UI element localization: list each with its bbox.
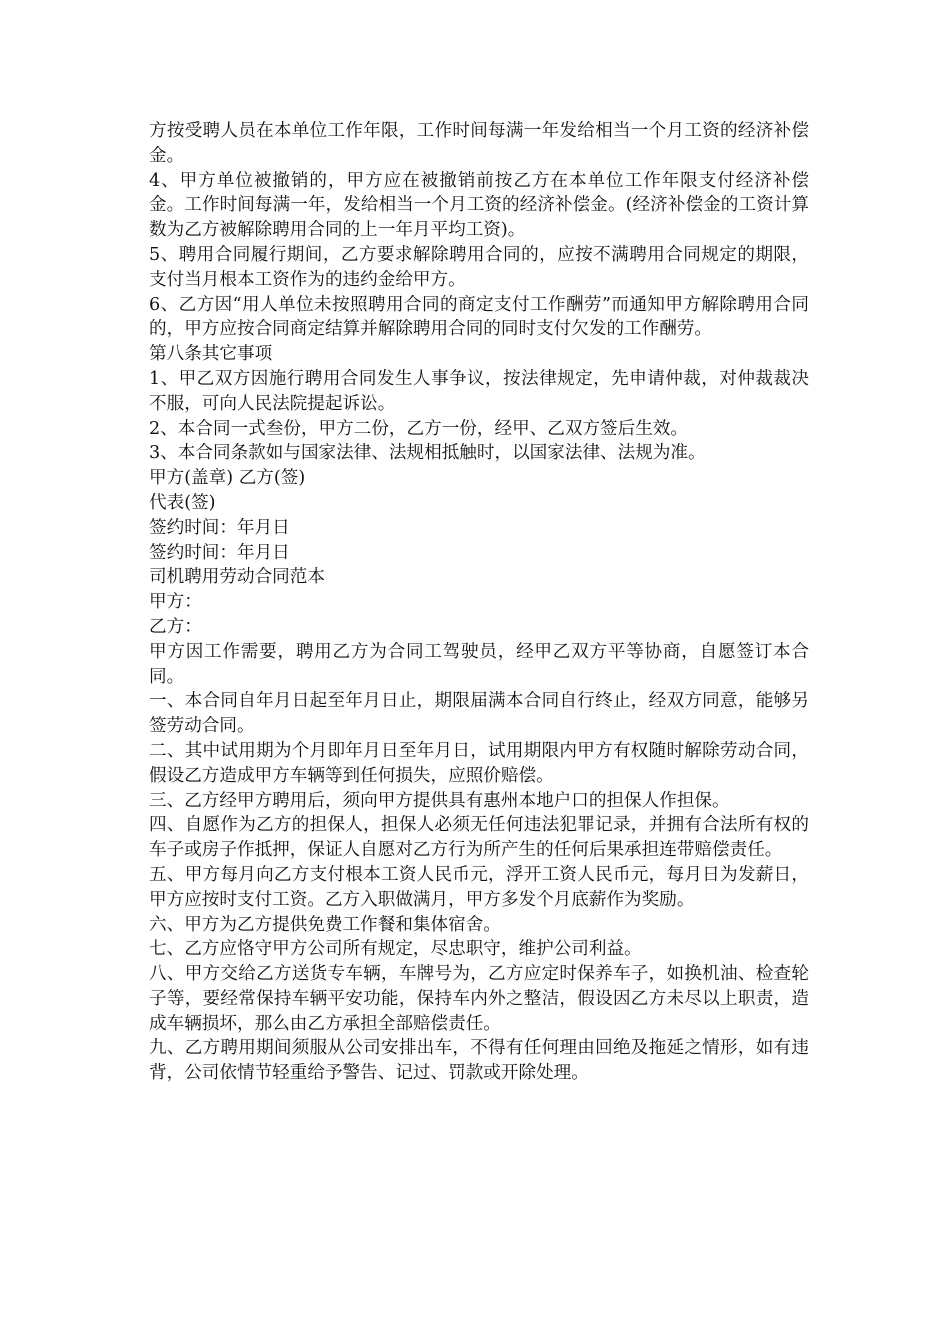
paragraph-item-6: 六、甲方为乙方提供免费工作餐和集体宿舍。	[149, 914, 501, 935]
paragraph-item-2: 二、其中试用期为个月即年月日至年月日，试用期限内甲方有权随时解除劳动合同，假设乙方造成甲方车辆等到任何损失，应照价赔偿。	[149, 740, 809, 786]
paragraph-item-8: 八、甲方交给乙方送货专车辆，车牌号为，乙方应定时保养车子，如换机油、检查轮子等，要经常保持车辆平安功能，保持车内外之整洁，假设因乙方未尽以上职责，造成车辆损坏，那么由乙方承担全部赔偿责任。	[149, 964, 809, 1034]
signing-date-line-2: 签约时间：年月日	[149, 542, 290, 563]
paragraph-clause-4: 4、甲方单位被撤销的，甲方应在被撤销前按乙方在本单位工作年限支付经济补偿金。工作时间每满一年，发给相当一个月工资的经济补偿金。(经济补偿金的工资计算数为乙方被解除聘用合同的上一年月平均工资)。	[149, 170, 809, 241]
paragraph-article-8-item-1: 1、甲乙双方因施行聘用合同发生人事争议，按法律规定，先申请仲裁，对仲裁裁决不服，可向人民法院提起诉讼。	[149, 368, 809, 414]
paragraph-clause-5: 5、聘用合同履行期间，乙方要求解除聘用合同的，应按不满聘用合同规定的期限，支付当月根本工资作为的违约金给甲方。	[149, 244, 809, 290]
signing-date-line-1: 签约时间：年月日	[149, 517, 290, 538]
paragraph-preamble: 甲方因工作需要，聘用乙方为合同工驾驶员，经甲乙双方平等协商，自愿签订本合同。	[149, 641, 809, 687]
paragraph-article-8-item-2: 2、本合同一式叁份，甲方二份，乙方一份，经甲、乙双方签后生效。	[149, 418, 689, 439]
section-heading-article-8: 第八条其它事项	[149, 344, 273, 365]
party-b-line: 乙方：	[149, 616, 202, 637]
paragraph-article-8-item-3: 3、本合同条款如与国家法律、法规相抵触时，以国家法律、法规为准。	[149, 443, 706, 464]
party-a-line: 甲方：	[149, 592, 202, 613]
paragraph-item-3: 三、乙方经甲方聘用后，须向甲方提供具有惠州本地户口的担保人作担保。	[149, 790, 730, 811]
signature-line-parties: 甲方(盖章) 乙方(签)	[149, 468, 306, 489]
paragraph-item-1: 一、本合同自年月日起至年月日止，期限届满本合同自行终止，经双方同意，能够另签劳动合同。	[149, 691, 809, 737]
paragraph-compensation-continued: 方按受聘人员在本单位工作年限，工作时间每满一年发给相当一个月工资的经济补偿金。	[149, 121, 809, 166]
paragraph-item-7: 七、乙方应恪守甲方公司所有规定，尽忠职守，维护公司利益。	[149, 939, 642, 960]
paragraph-item-5: 五、甲方每月向乙方支付根本工资人民币元，浮开工资人民币元，每月日为发薪日，甲方应按时支付工资。乙方入职做满月，甲方多发个月底薪作为奖励。	[149, 864, 809, 910]
paragraph-item-9: 九、乙方聘用期间须服从公司安排出车，不得有任何理由回绝及拖延之情形，如有违背，公司依情节轻重给予警告、记过、罚款或开除处理。	[149, 1038, 809, 1084]
document-page	[149, 119, 809, 1086]
paragraph-item-4: 四、自愿作为乙方的担保人，担保人必须无任何违法犯罪记录，并拥有合法所有权的车子或房子作抵押，保证人自愿对乙方行为所产生的任何后果承担连带赔偿责任。	[149, 815, 809, 861]
signature-line-representative: 代表(签)	[149, 492, 216, 513]
document-title-driver-contract: 司机聘用劳动合同范本	[149, 567, 325, 588]
paragraph-clause-6: 6、乙方因“用人单位未按照聘用合同的商定支付工作酬劳”而通知甲方解除聘用合同的，甲方应按合同商定结算并解除聘用合同的同时支付欠发的工作酬劳。	[149, 294, 809, 340]
